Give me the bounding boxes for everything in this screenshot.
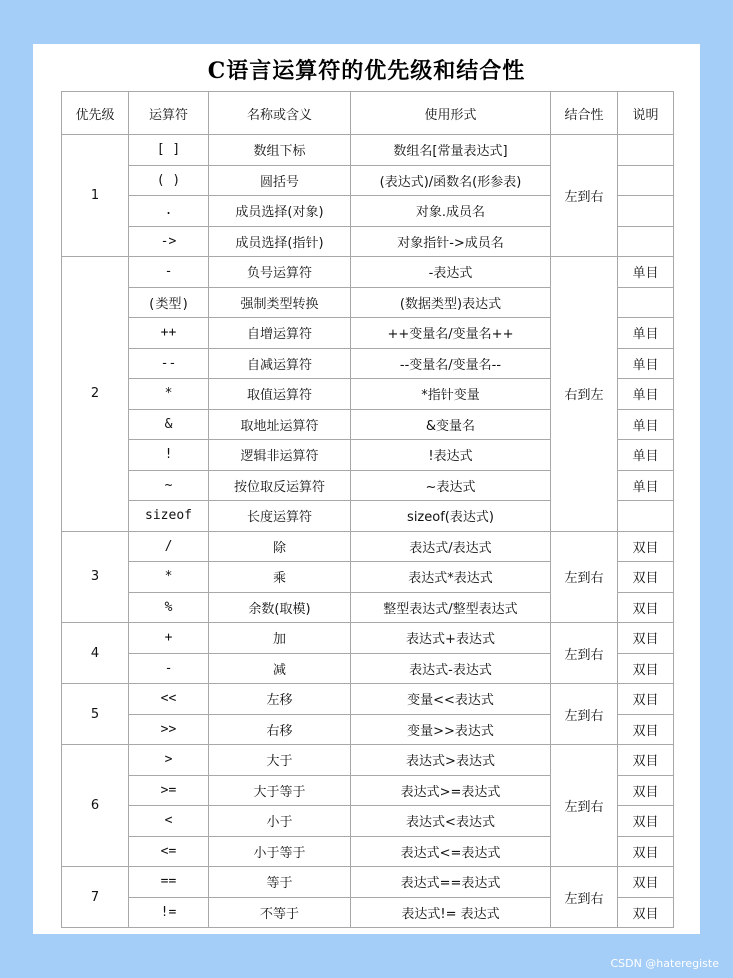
note-cell: 单目	[618, 440, 674, 471]
note-cell: 单目	[618, 379, 674, 410]
name-cell: 加	[209, 623, 351, 654]
header-usage: 使用形式	[351, 92, 551, 135]
table-row	[62, 867, 674, 898]
associativity-cell: 左到右	[551, 684, 618, 745]
name-cell: 不等于	[209, 897, 351, 928]
usage-cell: --变量名/变量名--	[351, 348, 551, 379]
usage-cell: sizeof(表达式)	[351, 501, 551, 532]
document-sheet	[33, 44, 700, 934]
priority-cell: 7	[62, 867, 129, 928]
name-cell: 乘	[209, 562, 351, 593]
priority-cell: 5	[62, 684, 129, 745]
name-cell: 余数(取模)	[209, 592, 351, 623]
operator-cell: -	[129, 653, 209, 684]
note-cell	[618, 165, 674, 196]
name-cell: 减	[209, 653, 351, 684]
note-cell: 双目	[618, 592, 674, 623]
usage-cell: (表达式)/函数名(形参表)	[351, 165, 551, 196]
usage-cell: (数据类型)表达式	[351, 287, 551, 318]
operator-cell: >	[129, 745, 209, 776]
usage-cell: 表达式!= 表达式	[351, 897, 551, 928]
priority-cell: 2	[62, 257, 129, 532]
note-cell: 单目	[618, 257, 674, 288]
note-cell	[618, 135, 674, 166]
usage-cell: 表达式==表达式	[351, 867, 551, 898]
usage-cell: 表达式<=表达式	[351, 836, 551, 867]
usage-cell: 表达式>=表达式	[351, 775, 551, 806]
operator-cell: .	[129, 196, 209, 227]
note-cell: 双目	[618, 897, 674, 928]
name-cell: 长度运算符	[209, 501, 351, 532]
note-cell	[618, 196, 674, 227]
operator-cell: >=	[129, 775, 209, 806]
name-cell: 成员选择(指针)	[209, 226, 351, 257]
note-cell: 双目	[618, 562, 674, 593]
usage-cell: 表达式+表达式	[351, 623, 551, 654]
operator-cell: *	[129, 562, 209, 593]
operator-cell: [ ]	[129, 135, 209, 166]
usage-cell: -表达式	[351, 257, 551, 288]
table-body	[62, 135, 674, 928]
name-cell: 左移	[209, 684, 351, 715]
name-cell: 除	[209, 531, 351, 562]
note-cell: 单目	[618, 409, 674, 440]
note-cell: 双目	[618, 806, 674, 837]
table-row	[62, 623, 674, 654]
operator-cell: <=	[129, 836, 209, 867]
associativity-cell: 右到左	[551, 257, 618, 532]
operator-cell: !=	[129, 897, 209, 928]
operator-cell: <<	[129, 684, 209, 715]
note-cell	[618, 287, 674, 318]
usage-cell: ++变量名/变量名++	[351, 318, 551, 349]
note-cell	[618, 501, 674, 532]
usage-cell: 表达式-表达式	[351, 653, 551, 684]
note-cell: 单目	[618, 318, 674, 349]
name-cell: 圆括号	[209, 165, 351, 196]
table-row	[62, 684, 674, 715]
usage-cell: &变量名	[351, 409, 551, 440]
name-cell: 小于等于	[209, 836, 351, 867]
name-cell: 数组下标	[209, 135, 351, 166]
operator-cell: !	[129, 440, 209, 471]
note-cell: 双目	[618, 745, 674, 776]
operator-cell: &	[129, 409, 209, 440]
operator-cell: +	[129, 623, 209, 654]
operator-cell: --	[129, 348, 209, 379]
operator-cell: sizeof	[129, 501, 209, 532]
operator-cell: ( )	[129, 165, 209, 196]
usage-cell: 表达式>表达式	[351, 745, 551, 776]
associativity-cell: 左到右	[551, 135, 618, 257]
usage-cell: 数组名[常量表达式]	[351, 135, 551, 166]
operator-cell: ->	[129, 226, 209, 257]
usage-cell: !表达式	[351, 440, 551, 471]
operator-cell: /	[129, 531, 209, 562]
name-cell: 负号运算符	[209, 257, 351, 288]
name-cell: 自增运算符	[209, 318, 351, 349]
table-header-row	[62, 92, 674, 135]
watermark: CSDN @hateregiste	[610, 957, 719, 970]
name-cell: 逻辑非运算符	[209, 440, 351, 471]
name-cell: 大于等于	[209, 775, 351, 806]
operator-cell: ~	[129, 470, 209, 501]
table-row	[62, 745, 674, 776]
name-cell: 右移	[209, 714, 351, 745]
header-associativity: 结合性	[551, 92, 618, 135]
usage-cell: 表达式/表达式	[351, 531, 551, 562]
usage-cell: 表达式<表达式	[351, 806, 551, 837]
header-note: 说明	[618, 92, 674, 135]
header-name: 名称或含义	[209, 92, 351, 135]
note-cell: 双目	[618, 867, 674, 898]
name-cell: 小于	[209, 806, 351, 837]
name-cell: 强制类型转换	[209, 287, 351, 318]
usage-cell: 变量>>表达式	[351, 714, 551, 745]
table-row	[62, 531, 674, 562]
note-cell: 双目	[618, 653, 674, 684]
usage-cell: 整型表达式/整型表达式	[351, 592, 551, 623]
operator-cell: ++	[129, 318, 209, 349]
operator-table	[61, 91, 674, 928]
operator-cell: *	[129, 379, 209, 410]
usage-cell: 变量<<表达式	[351, 684, 551, 715]
note-cell	[618, 226, 674, 257]
usage-cell: ~表达式	[351, 470, 551, 501]
operator-cell: >>	[129, 714, 209, 745]
operator-cell: <	[129, 806, 209, 837]
name-cell: 大于	[209, 745, 351, 776]
operator-cell: %	[129, 592, 209, 623]
name-cell: 自减运算符	[209, 348, 351, 379]
note-cell: 双目	[618, 684, 674, 715]
table-row	[62, 257, 674, 288]
name-cell: 按位取反运算符	[209, 470, 351, 501]
note-cell: 双目	[618, 775, 674, 806]
usage-cell: 表达式*表达式	[351, 562, 551, 593]
note-cell: 单目	[618, 470, 674, 501]
associativity-cell: 左到右	[551, 867, 618, 928]
name-cell: 成员选择(对象)	[209, 196, 351, 227]
associativity-cell: 左到右	[551, 531, 618, 623]
priority-cell: 1	[62, 135, 129, 257]
priority-cell: 3	[62, 531, 129, 623]
name-cell: 取值运算符	[209, 379, 351, 410]
page-title: C语言运算符的优先级和结合性	[207, 58, 526, 84]
usage-cell: 对象.成员名	[351, 196, 551, 227]
operator-cell: -	[129, 257, 209, 288]
header-priority: 优先级	[62, 92, 129, 135]
note-cell: 双目	[618, 836, 674, 867]
usage-cell: *指针变量	[351, 379, 551, 410]
name-cell: 等于	[209, 867, 351, 898]
usage-cell: 对象指针->成员名	[351, 226, 551, 257]
priority-cell: 4	[62, 623, 129, 684]
header-operator: 运算符	[129, 92, 209, 135]
name-cell: 取地址运算符	[209, 409, 351, 440]
note-cell: 双目	[618, 714, 674, 745]
associativity-cell: 左到右	[551, 623, 618, 684]
note-cell: 双目	[618, 623, 674, 654]
operator-cell: (类型)	[129, 287, 209, 318]
operator-cell: ==	[129, 867, 209, 898]
note-cell: 双目	[618, 531, 674, 562]
table-row	[62, 135, 674, 166]
associativity-cell: 左到右	[551, 745, 618, 867]
priority-cell: 6	[62, 745, 129, 867]
note-cell: 单目	[618, 348, 674, 379]
